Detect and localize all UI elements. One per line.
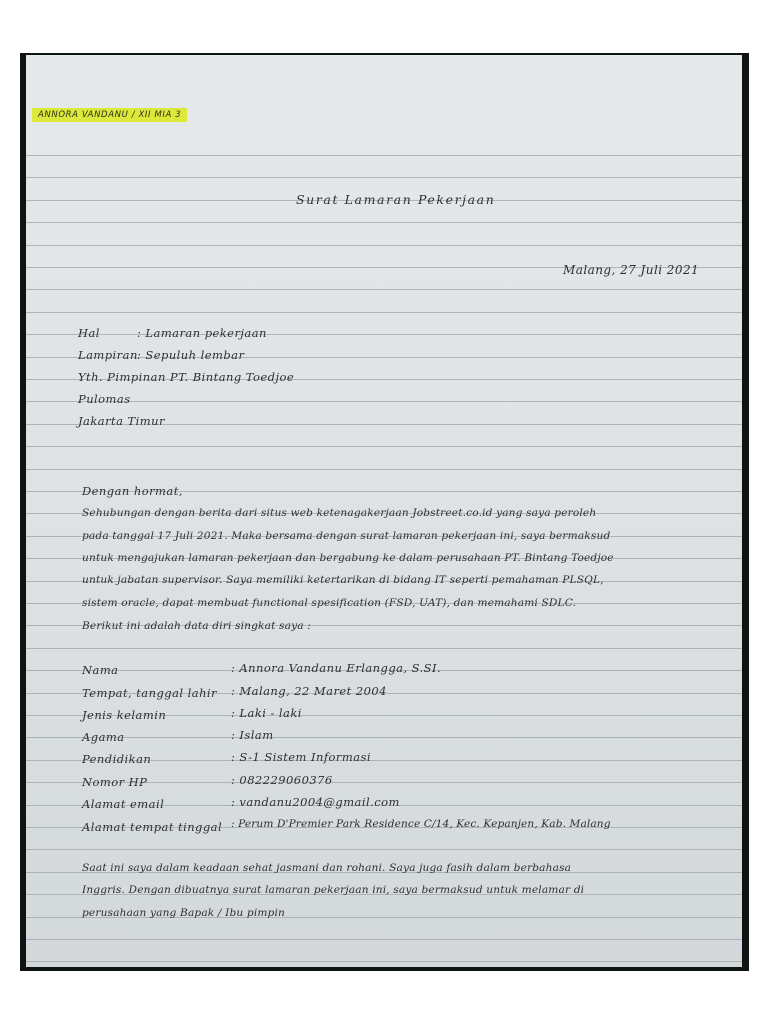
ruled-line: [26, 245, 742, 246]
ruled-line: [26, 939, 742, 940]
ruled-line: [26, 961, 742, 962]
data-label-phone: Nomor HP: [82, 775, 148, 789]
header-tag: ANNORA VANDANU / XII MIA 3: [32, 108, 187, 122]
lampiran-label: Lampiran: [78, 348, 138, 362]
lampiran-value: : Sepuluh lembar: [137, 348, 245, 362]
data-value-nama: : Annora Vandanu Erlangga, S.SI.: [231, 661, 442, 675]
data-value-pendidikan: : S-1 Sistem Informasi: [231, 750, 371, 764]
lined-paper-sheet: [26, 55, 742, 967]
addressee: Yth. Pimpinan PT. Bintang Toedjoe: [78, 370, 295, 384]
data-value-email: : vandanu2004@gmail.com: [231, 795, 400, 809]
data-label-nama: Nama: [82, 663, 119, 677]
closing-line: Inggris. Dengan dibuatnya surat lamaran pekerjaan ini, saya bermaksud untuk melamar di: [82, 884, 585, 896]
data-value-gender: : Laki - laki: [231, 706, 302, 720]
ruled-line: [26, 334, 742, 335]
data-value-address: : Perum D'Premier Park Residence C/14, Kec. Kepanjen, Kab. Malang: [231, 818, 611, 830]
paragraph-line: untuk mengajukan lamaran pekerjaan dan bergabung ke dalam perusahaan PT. Bintang Toedjoe: [82, 552, 614, 564]
ruled-line: [26, 177, 742, 178]
data-value-ttl: : Malang, 22 Maret 2004: [231, 684, 387, 698]
ruled-line: [26, 849, 742, 850]
ruled-line: [26, 737, 742, 738]
hal-label: Hal: [78, 326, 100, 340]
closing-line: Saat ini saya dalam keadaan sehat jasmani dan rohani. Saya juga fasih dalam berbahasa: [82, 862, 572, 874]
ruled-line: [26, 446, 742, 447]
ruled-line: [26, 155, 742, 156]
greeting: Dengan hormat,: [82, 484, 183, 498]
paragraph-line: pada tanggal 17 Juli 2021. Maka bersama dengan surat lamaran pekerjaan ini, saya bermaksud: [82, 530, 611, 542]
paragraph-line: untuk jabatan supervisor. Saya memiliki ketertarikan di bidang IT seperti pemahaman PLSQL,: [82, 574, 604, 586]
letter-title: Surat Lamaran Pekerjaan: [296, 192, 496, 207]
ruled-line: [26, 289, 742, 290]
closing-line: perusahaan yang Bapak / Ibu pimpin: [82, 907, 285, 919]
data-value-phone: : 082229060376: [231, 773, 333, 787]
data-label-gender: Jenis kelamin: [82, 708, 167, 722]
address-line-1: Pulomas: [78, 392, 131, 406]
ruled-line: [26, 469, 742, 470]
paragraph-line: sistem oracle, dapat membuat functional spesification (FSD, UAT), dan memahami SDLC.: [82, 597, 577, 609]
data-label-email: Alamat email: [82, 797, 165, 811]
data-label-agama: Agama: [82, 730, 125, 744]
data-label-address: Alamat tempat tinggal: [82, 820, 223, 834]
ruled-line: [26, 401, 742, 402]
address-line-2: Jakarta Timur: [78, 414, 165, 428]
data-label-pendidikan: Pendidikan: [82, 752, 152, 766]
hal-value: : Lamaran pekerjaan: [137, 326, 267, 340]
place-date: Malang, 27 Juli 2021: [563, 263, 700, 277]
ruled-line: [26, 648, 742, 649]
data-value-agama: : Islam: [231, 728, 274, 742]
paragraph-line: Sehubungan dengan berita dari situs web ketenagakerjaan Jobstreet.co.id yang saya peroleh: [82, 507, 597, 519]
ruled-line: [26, 312, 742, 313]
ruled-line: [26, 222, 742, 223]
data-label-ttl: Tempat, tanggal lahir: [82, 686, 218, 700]
paragraph-line: Berikut ini adalah data diri singkat saya :: [82, 620, 311, 632]
